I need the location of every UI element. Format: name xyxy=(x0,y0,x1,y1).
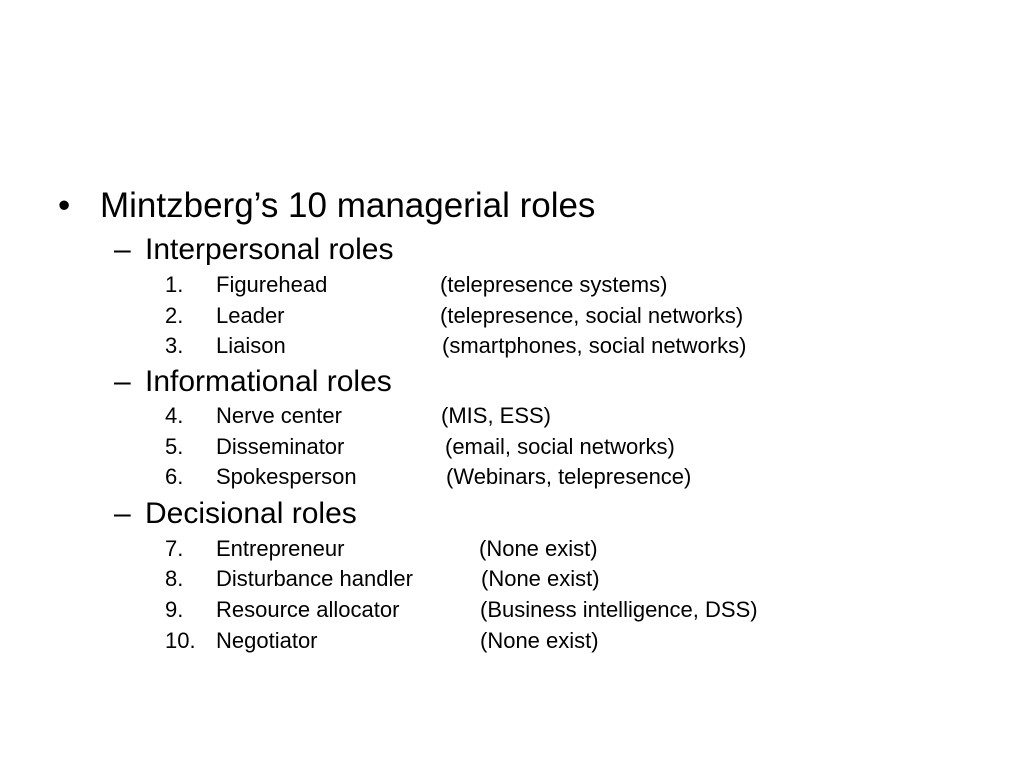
role-name: Leader xyxy=(216,303,285,328)
decisional-heading xyxy=(114,494,357,534)
item-number: 2. xyxy=(165,303,184,328)
item-number: 10. xyxy=(165,628,196,653)
role-name: Spokesperson xyxy=(216,464,357,489)
dash-icon: – xyxy=(114,365,131,398)
item-number: 4. xyxy=(165,403,184,428)
role-technology: (Business intelligence, DSS) xyxy=(480,597,758,622)
role-name: Resource allocator xyxy=(216,597,400,622)
interpersonal-heading xyxy=(114,230,393,270)
item-number: 8. xyxy=(165,566,184,591)
informational-heading xyxy=(114,362,392,402)
role-technology: (MIS, ESS) xyxy=(441,403,552,428)
role-technology: (telepresence, social networks) xyxy=(440,303,744,328)
role-name: Disturbance handler xyxy=(216,566,413,591)
role-name: Figurehead xyxy=(216,272,328,297)
role-technology: (Webinars, telepresence) xyxy=(446,464,692,489)
role-technology: (email, social networks) xyxy=(445,434,675,459)
item-number: 7. xyxy=(165,536,184,561)
role-name: Entrepreneur xyxy=(216,536,345,561)
heading-text: Decisional roles xyxy=(145,497,357,530)
role-name: Negotiator xyxy=(216,628,318,653)
role-technology: (smartphones, social networks) xyxy=(442,333,747,358)
dash-icon: – xyxy=(114,233,131,266)
role-name: Disseminator xyxy=(216,434,345,459)
bullet-icon: • xyxy=(58,186,71,225)
role-technology: (telepresence systems) xyxy=(440,272,668,297)
item-number: 9. xyxy=(165,597,184,622)
dash-icon: – xyxy=(114,497,131,530)
role-technology: (None exist) xyxy=(481,566,600,591)
main-bullet-text: Mintzberg’s 10 managerial roles xyxy=(100,186,596,225)
main-bullet xyxy=(58,182,595,230)
item-number: 1. xyxy=(165,272,184,297)
role-technology: (None exist) xyxy=(480,628,599,653)
role-name: Nerve center xyxy=(216,403,342,428)
role-technology: (None exist) xyxy=(479,536,598,561)
role-name: Liaison xyxy=(216,333,286,358)
item-number: 3. xyxy=(165,333,184,358)
item-number: 5. xyxy=(165,434,184,459)
heading-text: Informational roles xyxy=(145,365,392,398)
item-number: 6. xyxy=(165,464,184,489)
heading-text: Interpersonal roles xyxy=(145,233,394,266)
